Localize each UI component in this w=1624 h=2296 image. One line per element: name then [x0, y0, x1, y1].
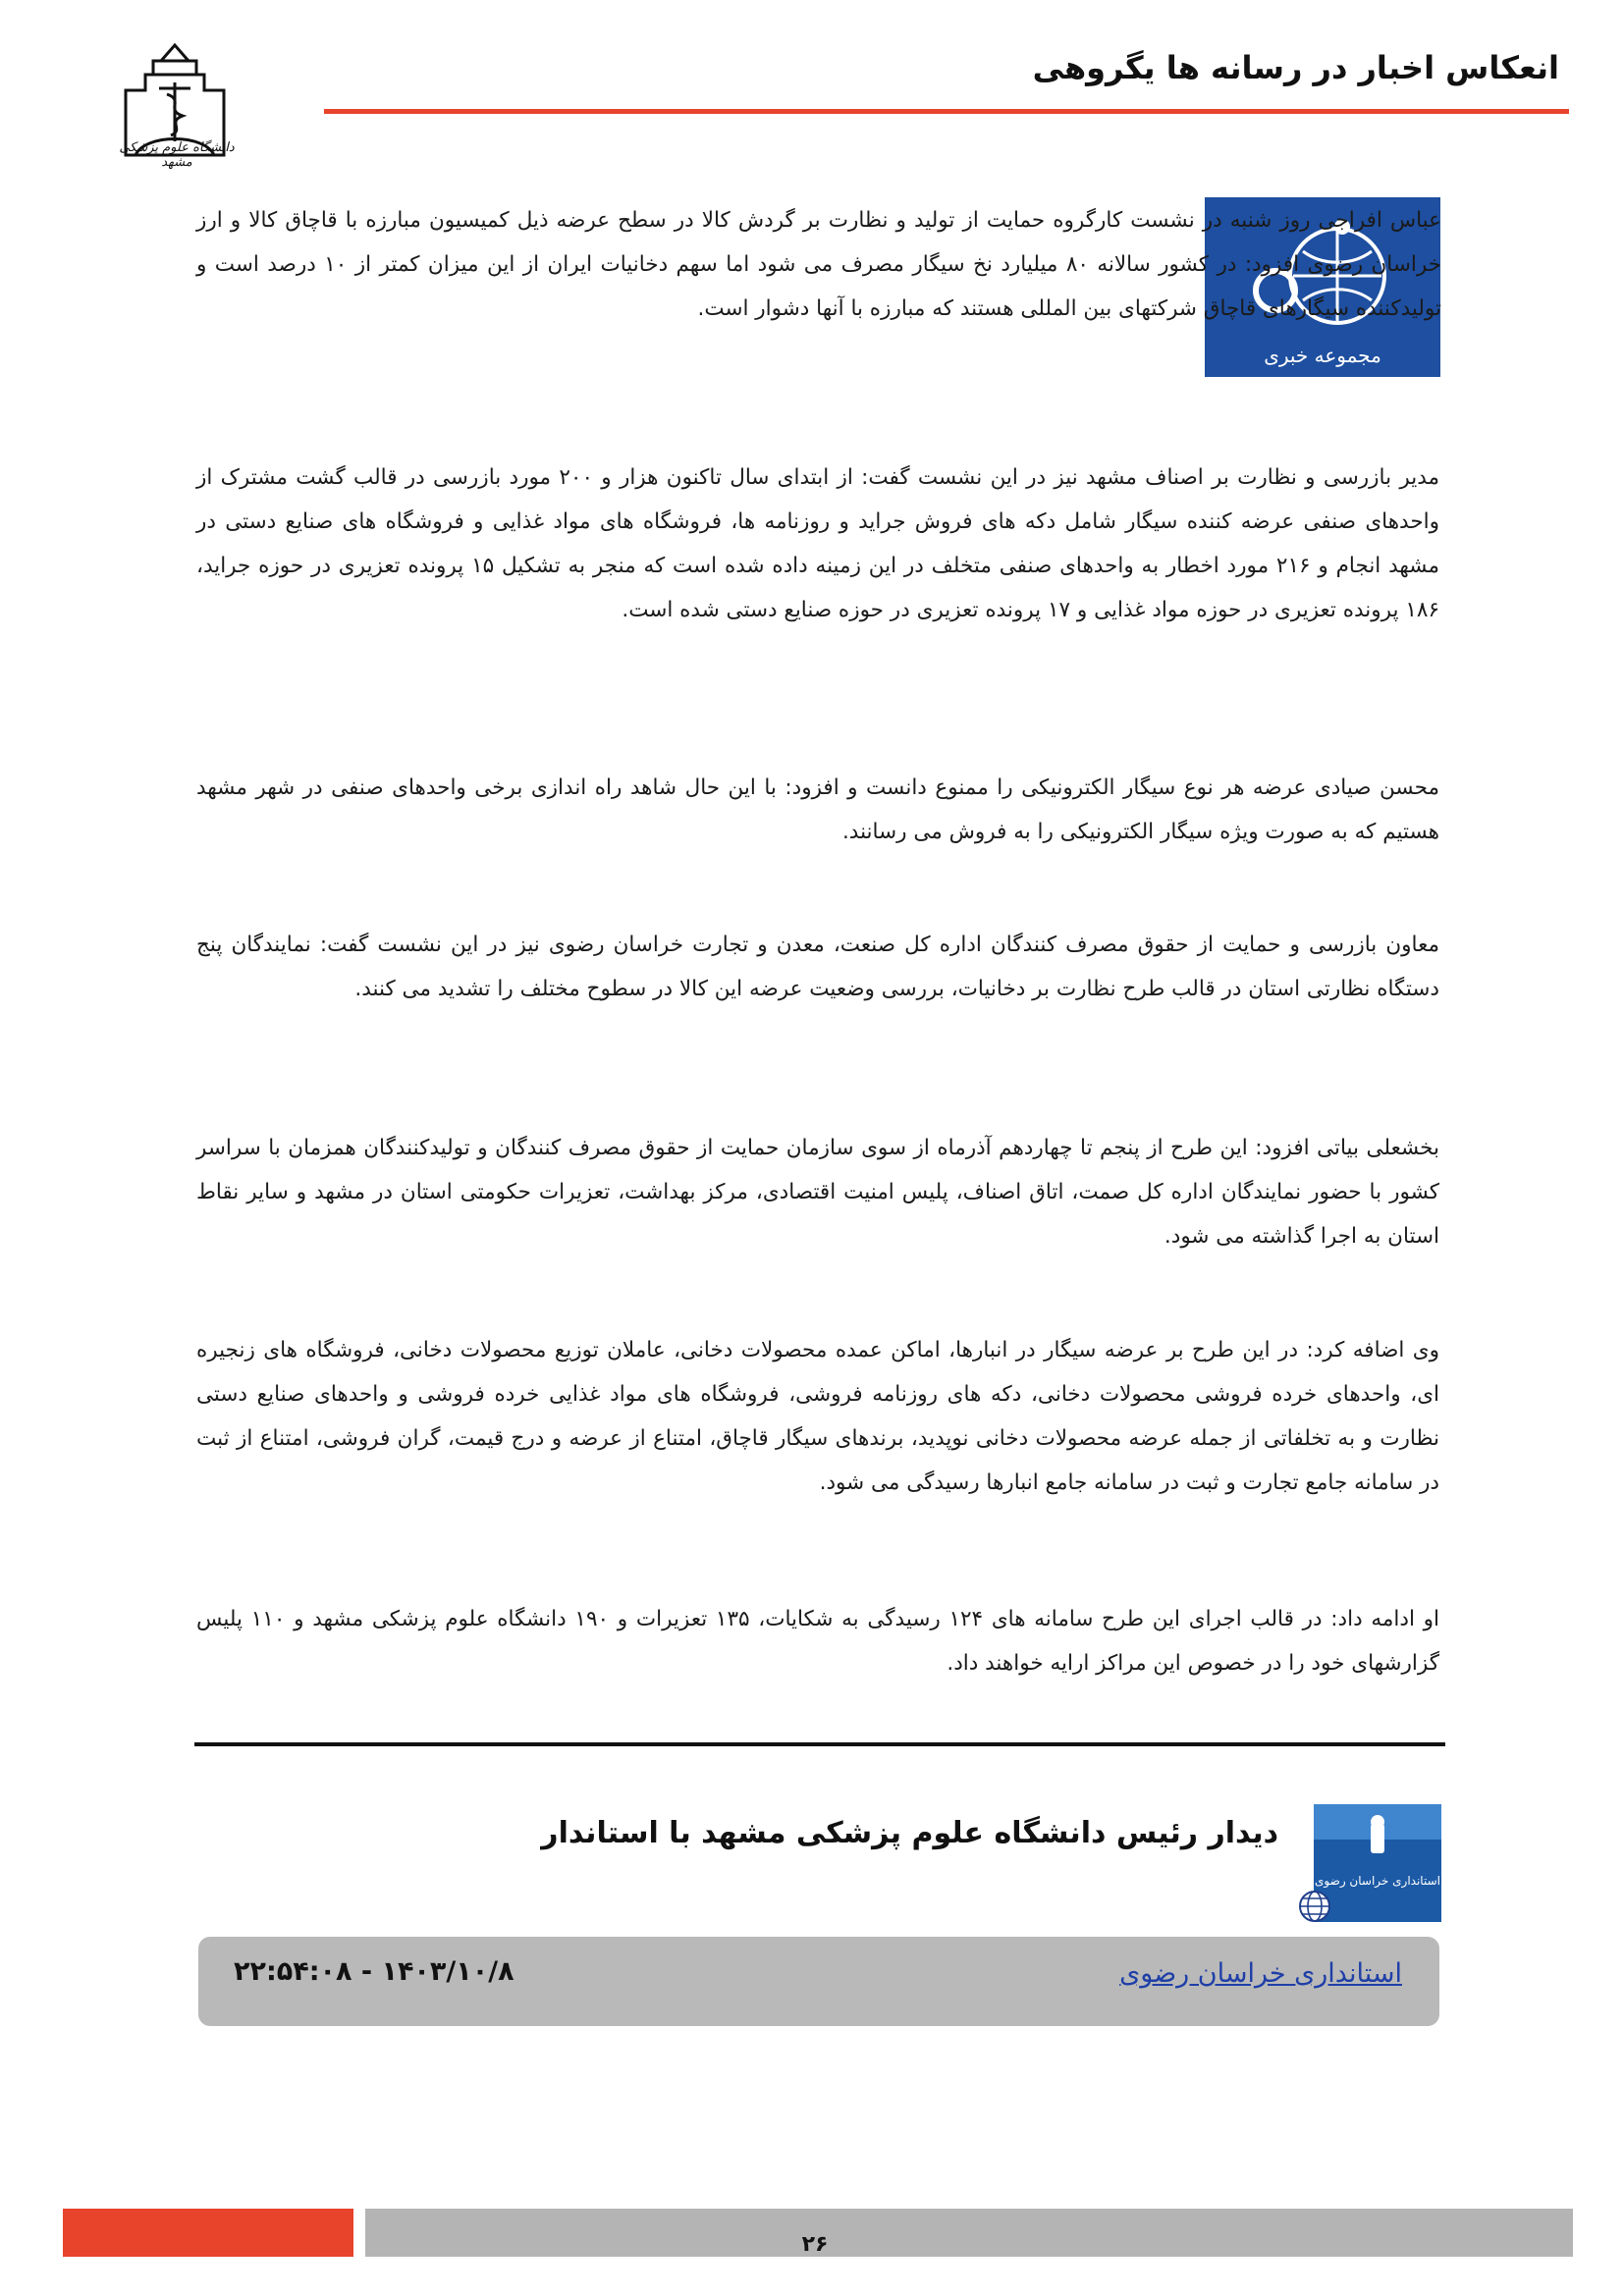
- paragraph-5: بخشعلی بیاتی افزود: این طرح از پنجم تا چهاردهم آذرماه از سوی سازمان حمایت از حقوق مصرف کنندگان و تولیدکنندگان همزمان با سراسر کشور با حضور نمایندگان اداره کل صمت، اتاق اصناف، پلیس امنیت اقتصادی، مرکز بهداشت، تعزیرات حکومتی استان در مشهد و سایر نقاط استان به اجرا گذاشته می شود.: [196, 1136, 1439, 1249]
- thumbnail-caption: استانداری خراسان رضوی: [1315, 1874, 1440, 1888]
- paragraph-6: وی اضافه کرد: در این طرح بر عرضه سیگار در انبارها، اماکن عمده محصولات دخانی، عاملان توزیع محصولات دخانی، فروشگاه های زنجیره ای، واحدهای خرده فروشی محصولات دخانی، دکه های روزنامه فروشی، فروشگاه های مواد غذایی خرده فروشی و واحدهای صنایع دستی نظارت و به تخلفاتی از جمله عرضه محصولات دخانی نوپدید، برندهای سیگار قاچاق، امتناع از عرضه و درج قیمت، گران فروشی، امتناع از ثبت در سامانه جامع تجارت و ثبت در سامانه جامع انبارها رسیدگی می شود.: [196, 1338, 1439, 1495]
- section-divider: [194, 1742, 1445, 1746]
- header-rule: [324, 109, 1569, 114]
- page-header-title: انعکاس اخبار در رسانه ها یگروهی: [1032, 49, 1559, 86]
- hero-caption: مجموعه خبری: [1264, 344, 1381, 367]
- source-link[interactable]: استانداری خراسان رضوی: [1119, 1958, 1402, 1989]
- publish-datetime: ۲۲:۵۴:۰۸ - ۱۴۰۳/۱۰/۸: [234, 1956, 514, 1987]
- logo-caption: دانشگاه علوم پزشکی مشهد: [119, 140, 235, 170]
- paragraph-2: مدیر بازرسی و نظارت بر اصناف مشهد نیز در این نشست گفت: از ابتدای سال تاکنون هزار و ۲۰۰ مورد بازرسی در قالب گشت مشترک از واحدهای صنفی عرضه کننده سیگار شامل دکه های فروش جراید و روزنامه ها، فروشگاه های مواد غذایی و فروشگاه های صنایع دستی در مشهد انجام و ۲۱۶ مورد اخطار به واحدهای صنفی متخلف در این زمینه داده شده است که منجر به تشکیل ۱۵ پرونده تعزیری در حوزه جراید، ۱۸۶ پرونده تعزیری در حوزه مواد غذایی و ۱۷ پرونده تعزیری در حوزه صنایع دستی شده است.: [196, 465, 1439, 622]
- paragraph-4: معاون بازرسی و حمایت از حقوق مصرف کنندگان اداره کل صنعت، معدن و تجارت خراسان رضوی نیز در این نشست گفت: نمایندگان پنج دستگاه نظارتی استان در قالب طرح نظارت بر دخانیات، بررسی وضعیت عرضه این کالا در سطوح مختلف را تشدید می کنند.: [196, 933, 1439, 1001]
- paragraph-3: محسن صیادی عرضه هر نوع سیگار الکترونیکی را ممنوع دانست و افزود: با این حال شاهد راه اندازی برخی واحدهای صنفی در شهر مشهد هستیم که به صورت ویژه سیگار الکترونیکی را به فروش می رسانند.: [196, 775, 1439, 844]
- news-item-title[interactable]: دیدار رئیس دانشگاه علوم پزشکی مشهد با استاندار: [541, 1816, 1278, 1850]
- paragraph-7: او ادامه داد: در قالب اجرای این طرح سامانه های ۱۲۴ رسیدگی به شکایات، ۱۳۵ تعزیرات و ۱۹۰ دانشگاه علوم پزشکی مشهد و ۱۱۰ پلیس گزارشهای خود را در خصوص این مراکز ارایه خواهند داد.: [196, 1607, 1440, 1676]
- source-info-box: [198, 1937, 1439, 2026]
- footer-accent-bar: [63, 2209, 353, 2257]
- footer-bar: [365, 2209, 1573, 2257]
- page-number: ۲۶: [801, 2232, 829, 2257]
- globe-icon: [1298, 1890, 1331, 1923]
- governorate-thumbnail: [1314, 1804, 1441, 1922]
- paragraph-1: عباس افراجی روز شنبه در نشست کارگروه حمایت از تولید و نظارت بر گردش کالا در سطح عرضه ذیل کمیسیون مبارزه با قاچاق کالا و ارز خراسان رضوی افزود: در کشور سالانه ۸۰ میلیارد نخ سیگار مصرف می شود اما سهم دخانیات ایران از این میزان کمتر از ۱۰ درصد است و تولیدکننده سیگارهای قاچاق شرکتهای بین المللی هستند که مبارزه با آنها دشوار است.: [196, 208, 1442, 321]
